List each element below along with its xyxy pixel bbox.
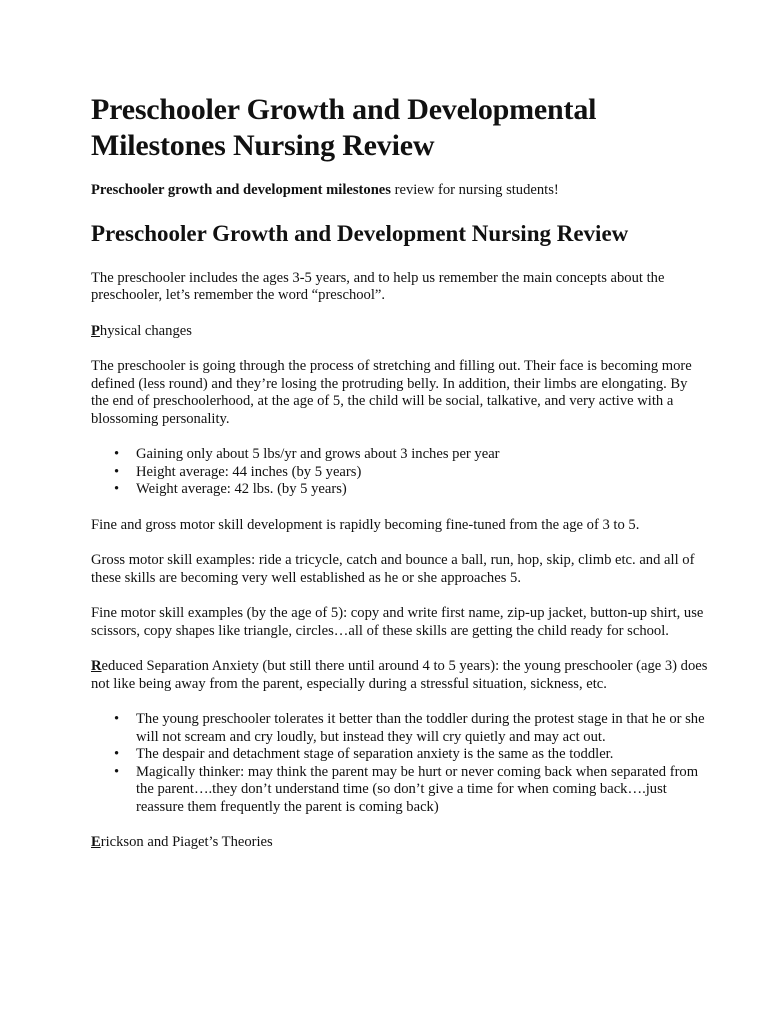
heading-physical-changes (91, 323, 708, 341)
section-title: Preschooler Growth and Development Nursing Review (91, 220, 629, 246)
intro-rest-text: review for nursing students! (390, 182, 559, 198)
bullet-icon: • (114, 763, 120, 780)
heading-physical-initial: P (91, 322, 100, 339)
bullet-icon: • (114, 481, 120, 497)
list-item-text: Magically thinker: may think the parent may be hurt or never coming back when separated from the parent….they don’t understand time (so don’t give a time for when coming back….just reassure them frequently the parent is coming back) (136, 763, 699, 815)
heading-physical-text: hysical changes (99, 322, 192, 339)
list-item (114, 481, 708, 499)
list-item-text: Height average: 44 inches (by 5 years) (136, 463, 362, 480)
document-title: Preschooler Growth and Developmental Milestones Nursing Review (91, 93, 597, 162)
separation-list (91, 711, 708, 816)
bullet-icon: • (114, 746, 120, 762)
paragraph-fine-motor: Fine motor skill examples (by the age of 5): copy and write first name, zip-up jacket, button-up shirt, use scissors, copy shapes like triangle, circles…all of these skills are getting the child ready for school. (91, 605, 704, 639)
paragraph-motor-skills: Fine and gross motor skill development is rapidly becoming fine-tuned from the age of 3 to 5. (91, 516, 640, 533)
list-item-text: The despair and detachment stage of separation anxiety is the same as the toddler. (136, 746, 614, 762)
intro-bold-text: Preschooler growth and development milestones (91, 182, 391, 198)
list-item (114, 746, 708, 764)
bullet-icon: • (114, 446, 120, 462)
list-item (114, 763, 708, 817)
bullet-icon: • (114, 711, 120, 727)
heading-erickson-initial: E (91, 834, 101, 850)
heading-reduced-initial: R (91, 658, 102, 674)
paragraph-separation-anxiety (91, 658, 708, 693)
list-item (114, 446, 708, 464)
intro-paragraph (91, 182, 708, 200)
list-item-text: The young preschooler tolerates it better than the toddler during the protest stage in that he or she will not scream and cry loudly, but instead they will cry quietly and may act out. (136, 711, 705, 745)
paragraph-preschool-intro: The preschooler includes the ages 3-5 years, and to help us remember the main concepts about the preschooler, let’s remember the word “preschool”. (91, 269, 665, 303)
heading-erickson-piaget (91, 834, 708, 852)
separation-anxiety-text: educed Separation Anxiety (but still there until around 4 to 5 years): the young preschooler (age 3) does not like being away from the parent, especially during a stressful situation, sickness, etc. (91, 658, 708, 692)
paragraph-gross-motor: Gross motor skill examples: ride a tricycle, catch and bounce a ball, run, hop, skip, climb etc. and all of these skills are becoming very well established as he or she approaches 5. (91, 552, 695, 586)
growth-list (91, 446, 708, 499)
paragraph-physical-description: The preschooler is going through the process of stretching and filling out. Their face is becoming more defined (less round) and they’re losing the protruding belly. In addition, their limbs are elongating. By the end of preschoolerhood, at the age of 5, the child will be social, talkative, and very active with a blossoming personality. (91, 358, 692, 427)
list-item-text: Gaining only about 5 lbs/yr and grows about 3 inches per year (136, 446, 500, 462)
list-item (114, 711, 708, 746)
list-item-text: Weight average: 42 lbs. (by 5 years) (136, 481, 347, 497)
bullet-icon: • (114, 463, 120, 480)
list-item (114, 463, 708, 482)
heading-erickson-text: rickson and Piaget’s Theories (100, 834, 273, 850)
